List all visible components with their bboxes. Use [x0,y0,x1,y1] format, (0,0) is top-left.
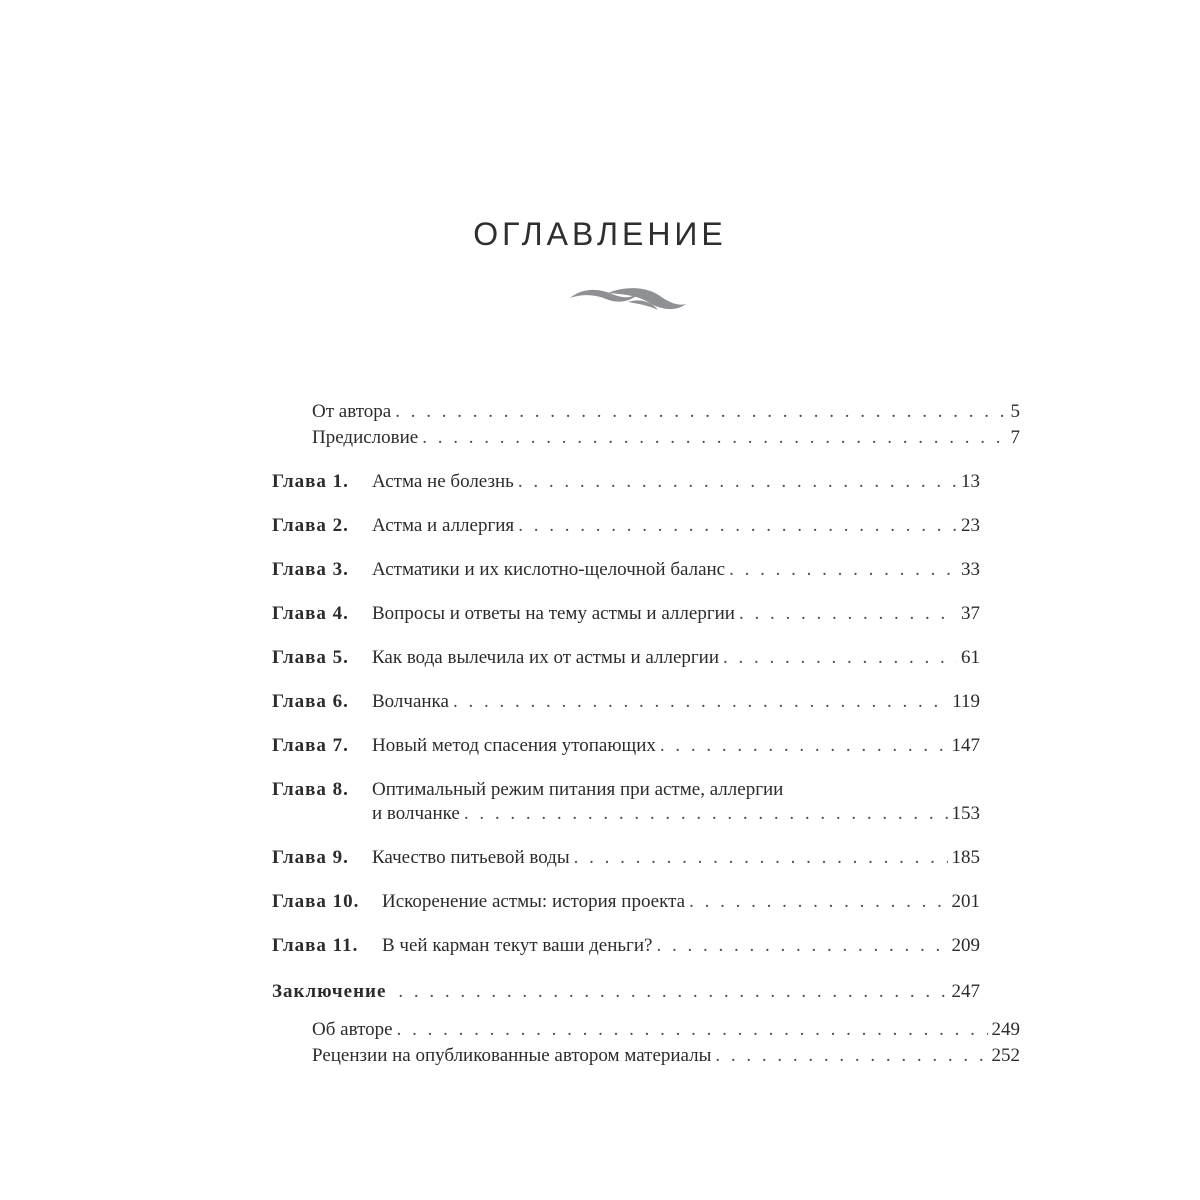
entry-title: Качество питьевой воды [372,847,570,868]
toc-entry-chapter-5[interactable] [272,646,980,670]
dot-leader [656,934,947,958]
dot-leader [715,1044,987,1068]
page-number: 153 [951,803,980,824]
chapter-label: Глава 2. [272,515,349,536]
dot-leader [574,846,948,870]
entry-title: Предисловие [312,427,419,448]
dot-leader [660,734,948,758]
dot-leader [689,890,947,914]
toc-entry-chapter-8[interactable] [272,778,980,826]
chapter-label: Глава 4. [272,603,349,624]
page-number: 249 [991,1019,1020,1040]
toc-entry-chapter-6[interactable] [272,690,980,714]
page-number: 5 [1010,401,1020,422]
entry-title: Астматики и их кислотно-щелочной баланс [372,559,726,580]
page-number: 252 [991,1045,1020,1066]
dot-leader [518,470,957,494]
toc-entry-conclusion[interactable] [272,980,980,1004]
toc-entry-chapter-11[interactable] [272,934,980,958]
page-number: 13 [961,471,980,492]
toc-entry-chapter-7[interactable] [272,734,980,758]
dot-leader [723,646,957,670]
toc-entry-chapter-10[interactable] [272,890,980,914]
dot-leader [397,1018,988,1042]
dot-leader [422,426,1006,450]
dot-leader [729,558,957,582]
dot-leader [395,400,1006,424]
toc-entry-reviews[interactable] [272,1044,1020,1068]
dot-leader [464,802,948,826]
entry-title: Искоренение астмы: история проекта [382,891,686,912]
page-number: 185 [951,847,980,868]
chapter-label: Глава 6. [272,691,349,712]
entry-title: Волчанка [372,691,449,712]
chapter-label: Глава 11. [272,935,359,956]
chapter-label: Глава 8. [272,779,349,800]
page-number: 247 [951,981,980,1002]
page-number: 119 [952,691,980,712]
toc-entry-chapter-2[interactable] [272,514,980,538]
entry-title: От автора [312,401,392,422]
page-number: 61 [961,647,980,668]
chapter-label: Глава 9. [272,847,349,868]
page-number: 23 [961,515,980,536]
entry-title: Оптимальный режим питания при астме, аллергии [372,779,784,800]
chapter-label: Глава 1. [272,471,349,492]
page-number: 37 [961,603,980,624]
entry-title-continuation: и волчанке [372,803,460,824]
toc-entry-chapter-1[interactable] [272,470,980,494]
toc-entry-chapter-3[interactable] [272,558,980,582]
chapter-label: Глава 7. [272,735,349,756]
entry-title: Новый метод спасения утопающих [372,735,656,756]
entry-title: В чей карман текут ваши деньги? [382,935,653,956]
dot-leader [739,602,957,626]
entry-title: Астма и аллергия [372,515,515,536]
entry-title: Астма не болезнь [372,471,514,492]
toc-entry-chapter-9[interactable] [272,846,980,870]
toc-entry-preface[interactable] [272,426,1020,450]
chapter-label: Глава 10. [272,891,360,912]
entry-title: Рецензии на опубликованные автором материалы [312,1045,712,1066]
entry-title: Вопросы и ответы на тему астмы и аллергии [372,603,735,624]
dot-leader [453,690,948,714]
entry-title: Как вода вылечила их от астмы и аллергии [372,647,720,668]
entry-title: Об авторе [312,1019,393,1040]
toc-entry-about-author[interactable] [272,1018,1020,1042]
toc-entry-chapter-4[interactable] [272,602,980,626]
page-title: ОГЛАВЛЕНИЕ [473,216,727,252]
page-number: 147 [951,735,980,756]
page-number: 201 [951,891,980,912]
chapter-label: Глава 3. [272,559,349,580]
toc-entry-from-author[interactable] [272,400,1020,424]
chapter-label: Глава 5. [272,647,349,668]
dot-leader [518,514,957,538]
page-number: 7 [1010,427,1020,448]
page-number: 209 [951,935,980,956]
dot-leader [398,980,947,1004]
conclusion-label: Заключение [272,981,387,1002]
wave-ornament-icon [568,284,688,318]
page-number: 33 [961,559,980,580]
